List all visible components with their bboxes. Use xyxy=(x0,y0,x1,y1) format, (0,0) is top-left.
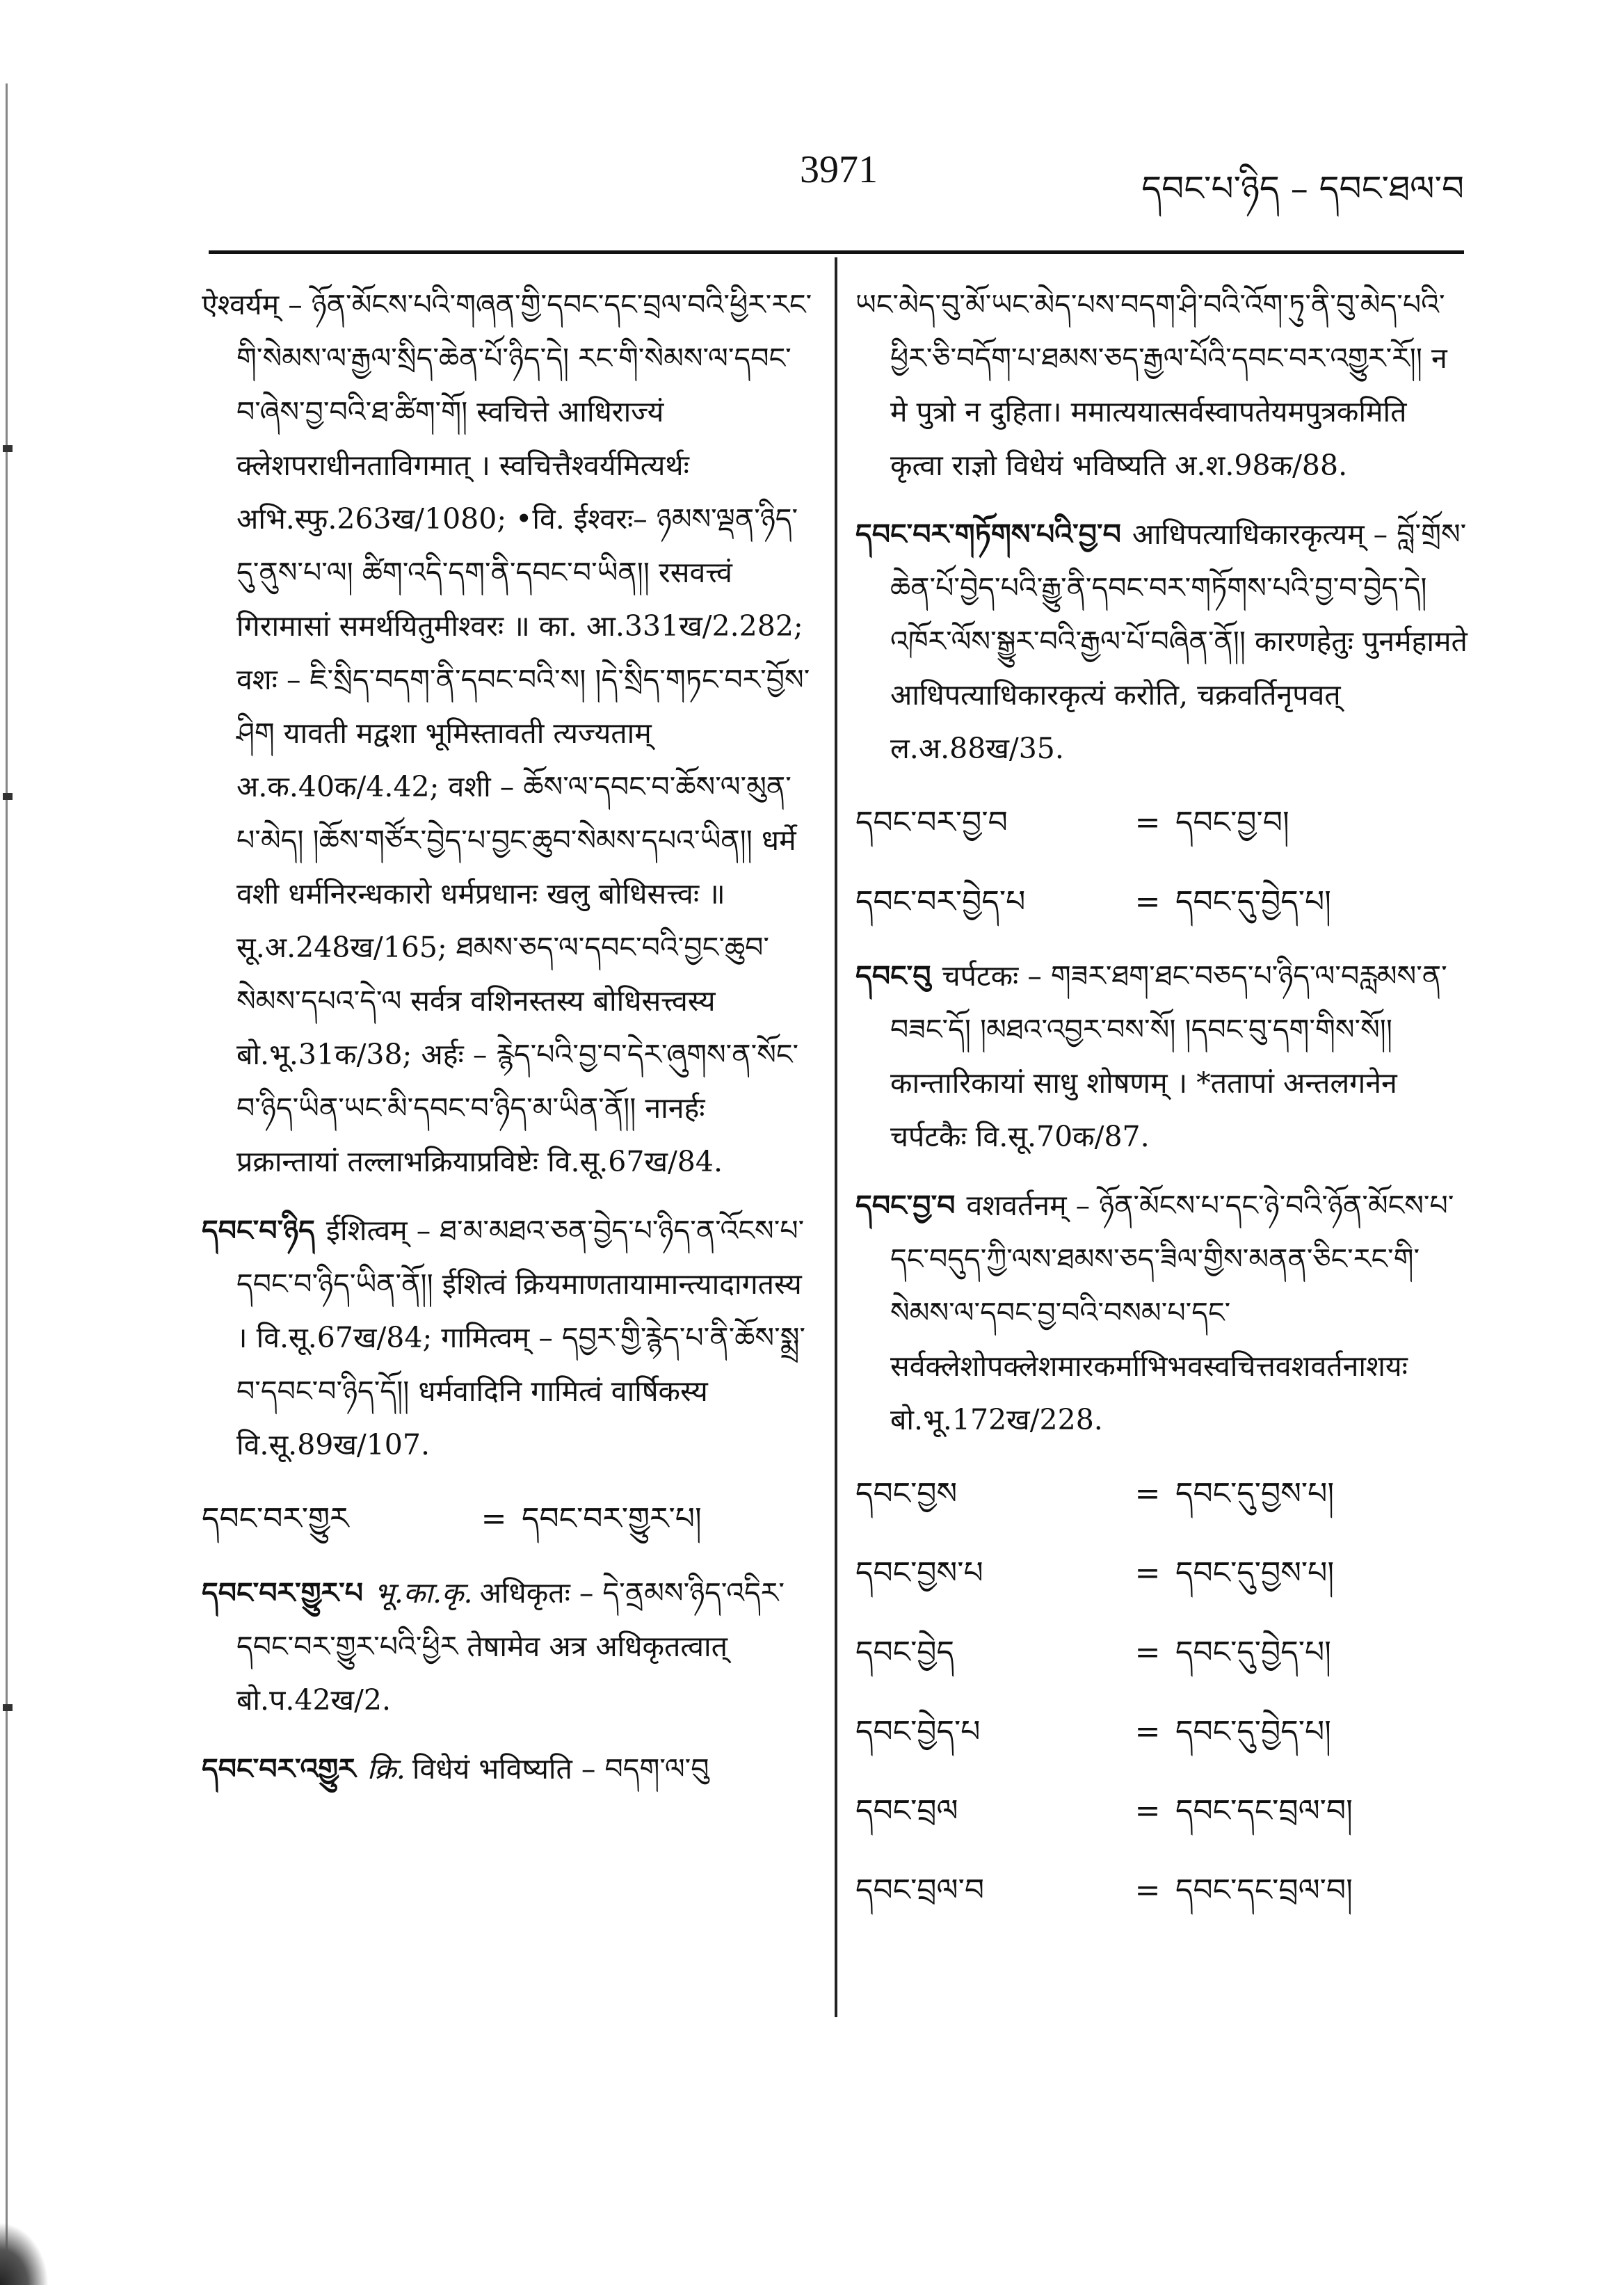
entry-continuation xyxy=(202,278,814,1189)
entry-text: आधिपत्याधिकारकृत्यम् – བློ་གྲོས་ཆེན་པོ་བྱེད་པའི་རྒྱུ་ནི་དབང་བར་གཏོགས་པའི་བྱ་བ་བྱེད་དེ། འཁོར་ལོས་སྒྱུར་བའི་རྒྱལ་པོ་བཞིན་ནོ།། कारणहेतुः पुनर्महामते आधिपत्याधिकारकृत्यं करोति, चक्रवर्तिनृपवत् ल.अ.88ख/35. xyxy=(890,518,1468,765)
scan-artifact xyxy=(3,445,13,452)
dictionary-entry xyxy=(855,949,1468,1164)
left-column xyxy=(202,278,814,1811)
entry-text: अधिकृतः – དེ་ནྲམས་ཉིད་འདིར་དབང་བར་གྱུར་པའི་ཕྱིར तेषामेव अत्र अधिकृतत्वात् बो.प.42ख/2. xyxy=(236,1576,785,1717)
cross-reference-target: དབང་བར་གྱུར་པ། xyxy=(522,1501,702,1537)
entry-body xyxy=(855,949,1468,1164)
entry-headword: དབང་བྱེད xyxy=(855,1635,954,1670)
cross-reference-entry xyxy=(855,1462,1468,1526)
header-entry-range: དབང་པ་ཉིད – དབང་ཐལ་བ xyxy=(1141,168,1464,209)
equals-sign: = xyxy=(1134,884,1161,920)
cross-reference-entry xyxy=(855,1541,1468,1605)
equals-sign: = xyxy=(1134,1476,1161,1512)
entry-headword: དབང་བར་འགྱུར xyxy=(202,1752,356,1786)
entry-headword: དབང་བ་ཉིད xyxy=(202,1214,315,1247)
entry-headword: དབང་བྱས་པ xyxy=(855,1555,983,1591)
entry-headword: དབང་བྲལ xyxy=(855,1793,958,1829)
cross-reference-entry xyxy=(202,1487,814,1551)
dictionary-entry xyxy=(855,1179,1468,1447)
cross-reference-entry xyxy=(855,1621,1468,1685)
entry-text: वशवर्तनम् – ཉོན་མོངས་པ་དང་ཉེ་བའི་ཉོན་མོངས་པ་དང་བདུད་ཀྱི་ལས་ཐམས་ཅད་ཟིལ་གྱིས་མནན་ཅིང་རང་གི་སེམས་ལ་དབང་བྱ་བའི་བསམ་པ་དང་ सर्वक्लेशोपक्लेशमारकर्माभिभवस्वचित्तवशवर्तनाशयः बो.भू.172ख/228. xyxy=(890,1189,1454,1436)
cross-reference-target: དབང་དུ་བྱས་པ། xyxy=(1175,1476,1335,1512)
equals-sign: = xyxy=(1134,1635,1161,1670)
cross-reference-target: དབང་དུ་བྱེད་པ། xyxy=(1175,1635,1331,1670)
equals-sign: = xyxy=(481,1501,507,1537)
entry-headword: དབང་བྱ་བ xyxy=(855,1189,956,1222)
entry-body xyxy=(855,508,1468,776)
grammar-label: भू.का.कृ. xyxy=(374,1576,473,1610)
entry-continuation xyxy=(855,278,1468,492)
equals-sign: = xyxy=(1134,1555,1161,1591)
cross-reference-entry xyxy=(855,791,1468,855)
entry-headword: དབང་བར་བྱ་བ xyxy=(855,805,1008,840)
entry-headword: དབང་བུ xyxy=(855,959,931,993)
entry-headword: དབང་བར་གྱུར་པ xyxy=(202,1576,364,1610)
entry-body xyxy=(202,278,814,1189)
cross-reference-entry xyxy=(855,870,1468,934)
entry-body xyxy=(202,1742,814,1796)
entry-body xyxy=(855,1179,1468,1447)
scan-corner-shadow xyxy=(0,2222,49,2285)
dictionary-entry xyxy=(202,1566,814,1727)
dictionary-entry xyxy=(855,508,1468,776)
cross-reference-target: དབང་བྱ་བ། xyxy=(1175,805,1289,840)
entry-body xyxy=(855,278,1468,492)
page-number: 3971 xyxy=(800,148,878,191)
cross-reference-target: དབང་དུ་བྱེད་པ། xyxy=(1175,884,1331,920)
equals-sign: = xyxy=(1134,805,1161,840)
cross-reference-target: དབང་དུ་བྱེད་པ། xyxy=(1175,1714,1331,1749)
scan-artifact xyxy=(3,1704,13,1711)
entry-text: ऐश्वर्यम् – ཉོན་མོངས་པའི་གཞན་གྱི་དབང་དང་བྲལ་བའི་ཕྱིར་རང་གི་སེམས་ལ་རྒྱལ་སྲིད་ཆེན་པོ་ཉིད་དེ། རང་གི་སེམས་ལ་དབང་བ་ཞེས་བྱ་བའི་ཐ་ཚིག་གོ། स्वचित्ते आधिराज्यं क्लेशपराधीनताविगमात् । स्वचित्तैश्वर्यमित्यर्थः अभि.स्फु.263ख/1080; •वि. ईश्वरः– ཉམས་ལྡན་ཉིད་དུ་ནུས་པ་ལ། ཚིག་འདི་དག་ནི་དབང་བ་ཡིན།། रसवत्त्वं गिरामासां समर्थयितुमीश्वरः ॥ का. आ.331ख/2.282; वशः – ཇི་སྲིད་བདག་ནི་དབང་བའི་ས། །དེ་སྲིད་གཏང་བར་བྱོས་ཤིག यावती मद्वशा भूमिस्तावती त्यज्यताम् अ.क.40क/4.42; वशी – ཆོས་ལ་དབང་བ་ཆོས་ལ་མུན་པ་མེད། །ཆོས་གཙོར་བྱེད་པ་བྱང་ཆུབ་སེམས་དཔའ་ཡིན།། धर्मे वशी धर्मनिरन्धकारो धर्मप्रधानः खलु बोधिसत्त्वः ॥ सू.अ.248ख/165; ཐམས་ཅད་ལ་དབང་བའི་བྱང་ཆུབ་སེམས་དཔའ་དེ་ལ सर्वत्र वशिनस्तस्य बोधिसत्त्वस्य बो.भू.31क/38; अर्हः – རྙེད་པའི་བྱ་བ་དེར་ཞུགས་ན་སོང་བ་ཉིད་ཡིན་ཡང་མི་དབང་བ་ཉིད་མ་ཡིན་ནོ།། नानर्हः प्रक्रान्तायां तल्लाभक्रियाप्रविष्टेः वि.सू.67ख/84. xyxy=(202,288,812,1178)
right-column xyxy=(855,278,1468,1938)
entry-text: ईशित्वम् – ཐ་མ་མཐའ་ཅན་བྱེད་པ་ཉིད་ན་འོངས་པ་དབང་བ་ཉིད་ཡིན་ནོ།། ईशित्वं क्रियमाणतायामान्त्यादागतस्य । वि.सू.67ख/84; गामित्वम् – དབྱར་གྱི་རྙེད་པ་ནི་ཆོས་སྨྲ་བ་དབང་བ་ཉིད་དོ།། धर्मवादिनि गामित्वं वार्षिकस्य वि.सू.89ख/107. xyxy=(236,1214,805,1461)
entry-text: चर्पटकः – གཟར་ཐག་ཐང་བཅད་པ་ཉིད་ལ་བརླམས་ན་བཟང་དོ། །མཐའ་འབྱར་བས་སོ། །དབང་བུ་དག་གིས་སོ།། कान्तारिकायां साधु शोषणम् । *ततापां अन्तलगनेन चर्पटकैः वि.सू.70क/87. xyxy=(890,959,1447,1153)
dictionary-entry xyxy=(202,1204,814,1472)
cross-reference-target: དབང་དང་བྲལ་བ། xyxy=(1175,1793,1353,1829)
scan-binding-edge xyxy=(6,83,17,2254)
entry-headword: དབང་བྲལ་བ xyxy=(855,1873,985,1908)
entry-headword: དབང་བར་གྱུར xyxy=(202,1501,349,1537)
entry-body xyxy=(202,1566,814,1727)
scan-artifact xyxy=(3,793,13,800)
cross-reference-target: དབང་དུ་བྱས་པ། xyxy=(1175,1555,1335,1591)
cross-reference-target: དབང་དང་བྲལ་བ། xyxy=(1175,1873,1353,1908)
column-divider xyxy=(835,257,837,2017)
header-rule xyxy=(209,250,1464,254)
entry-headword: དབང་བྱས xyxy=(855,1476,958,1512)
page-header xyxy=(209,139,1464,209)
cross-reference-entry xyxy=(855,1779,1468,1843)
equals-sign: = xyxy=(1134,1793,1161,1829)
cross-reference-entry xyxy=(855,1700,1468,1764)
equals-sign: = xyxy=(1134,1714,1161,1749)
entry-headword: དབང་བར་བྱེད་པ xyxy=(855,884,1026,920)
equals-sign: = xyxy=(1134,1873,1161,1908)
entry-text: विधेयं भविष्यति – བདག་ལ་བུ xyxy=(412,1752,709,1786)
entry-text: ཡང་མེད་བུ་མོ་ཡང་མེད་པས་བདག་ཤི་བའི་འོག་ཏུ་ནི་བུ་མེད་པའི་ཕྱིར་ཅི་བདོག་པ་ཐམས་ཅད་རྒྱལ་པོའི་དབང་བར་འགྱུར་རོ།། न मे पुत्रो न दुहिता। ममात्ययात्सर्वस्वापतेयमपुत्रकमिति कृत्वा राज्ञो विधेयं भविष्यति अ.श.98क/88. xyxy=(855,288,1447,482)
entry-headword: དབང་བར་གཏོགས་པའི་བྱ་བ xyxy=(855,518,1121,551)
cross-reference-entry xyxy=(855,1859,1468,1923)
dictionary-entry xyxy=(202,1742,814,1796)
entry-body xyxy=(202,1204,814,1472)
entry-headword: དབང་བྱེད་པ xyxy=(855,1714,981,1749)
grammar-label: क्रि. xyxy=(367,1752,405,1786)
